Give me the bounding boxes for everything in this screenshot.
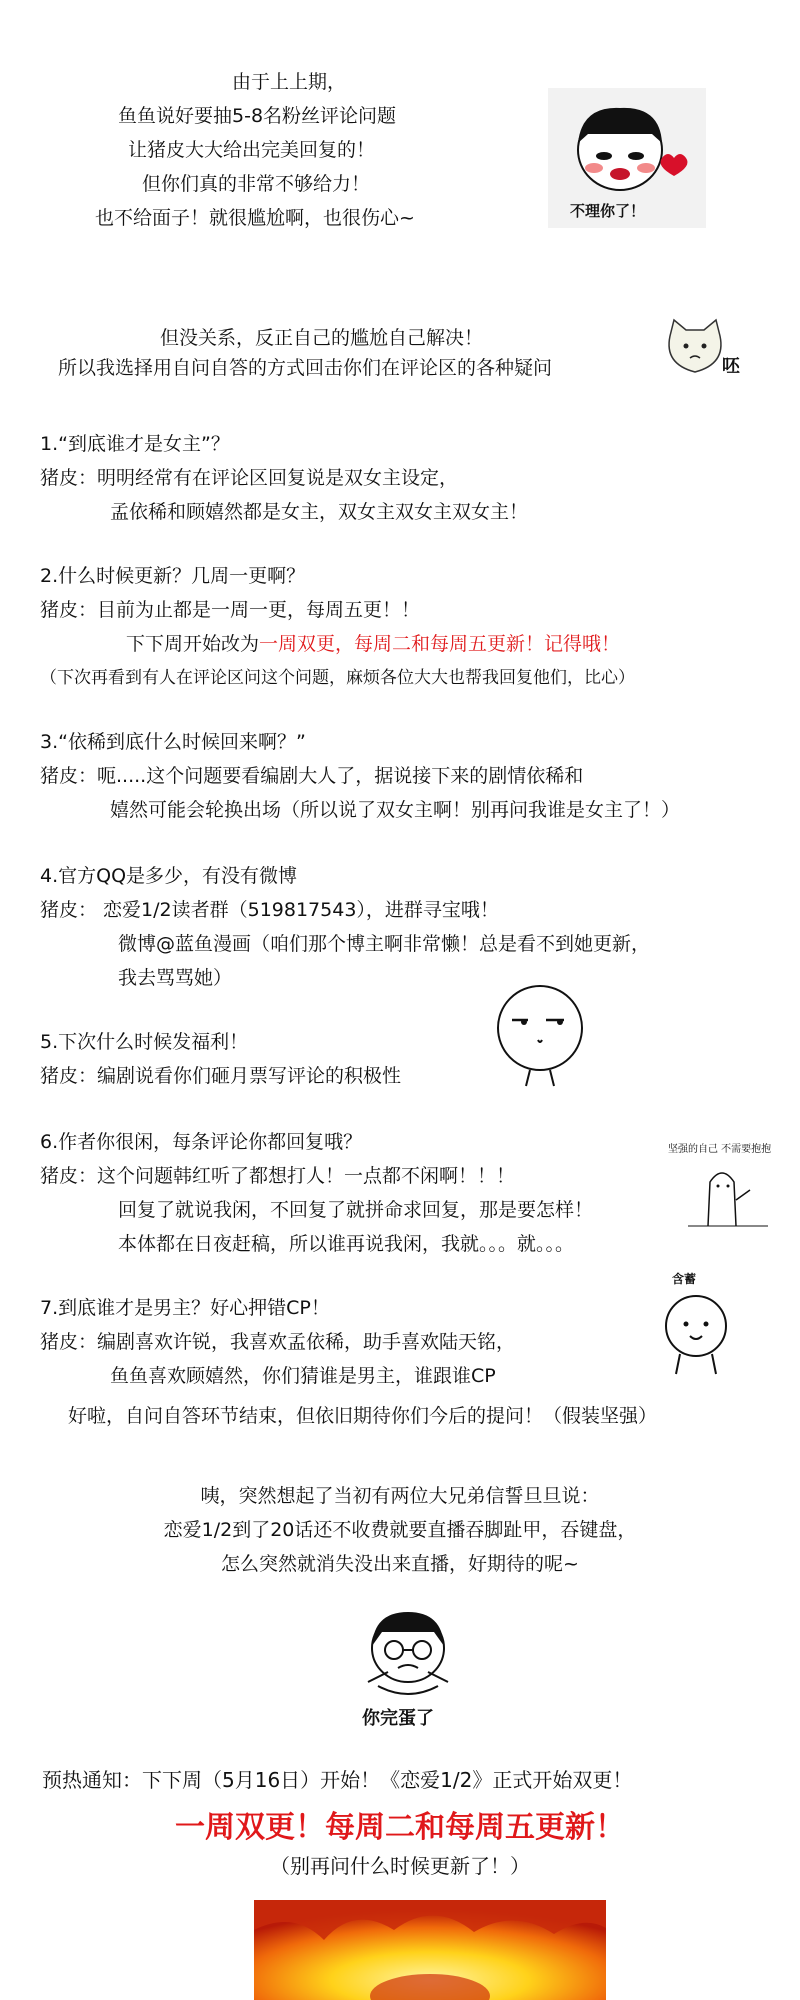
closing-line: 好啦，自问自答环节结束，但依旧期待你们今后的提问！（假装坚强） (68, 1405, 658, 1427)
q7-answer-1: 猪皮：编剧喜欢许锐，我喜欢孟依稀，助手喜欢陆天铭， (40, 1331, 516, 1353)
intro-line-5: 也不给面子！就很尴尬啊，也很伤心~ (95, 207, 415, 229)
q7-question: 7.到底谁才是男主？好心押错CP！ (40, 1297, 330, 1319)
glasses-girl-icon (348, 1598, 468, 1702)
q2-answer-3: （下次再看到有人在评论区问这个问题，麻烦各位大大也帮我回复他们，比心） (40, 668, 635, 688)
strong-self-sticker (668, 1140, 786, 1230)
q5-question: 5.下次什么时候发福利！ (40, 1031, 249, 1053)
shy-face-icon (650, 1288, 750, 1378)
q2-answer-1: 猪皮：目前为止都是一周一更，每周五更！！ (40, 599, 421, 621)
fire-image (254, 1900, 606, 2000)
q2-answer-2-prefix: 下下周开始改为 (126, 633, 260, 655)
q6-answer-3: 本体都在日夜赶稿，所以谁再说我闲，我就。。。就。。。 (118, 1233, 575, 1255)
you-are-done-sticker (348, 1598, 468, 1728)
you-are-done-caption: 你完蛋了 (362, 1708, 434, 1729)
q2-question: 2.什么时候更新？几周一更啊？ (40, 565, 306, 587)
q1-answer-1: 猪皮：明明经常有在评论区回复说是双女主设定， (40, 467, 459, 489)
q4-answer-2: 微博@蓝鱼漫画（咱们那个博主啊非常懒！总是看不到她更新， (118, 933, 651, 955)
q6-answer-2: 回复了就说我闲，不回复了就拼命求回复，那是要怎样！ (118, 1199, 594, 1221)
notice-line-1: 预热通知：下下周（5月16日）开始！《恋爱1/2》正式开始双更！ (42, 1768, 633, 1792)
spit-cat-sticker (660, 316, 750, 382)
q5-answer-1: 猪皮：编剧说看你们砸月票写评论的积极性 (40, 1065, 402, 1087)
intro-line-3: 让猪皮大大给出完美回复的！ (128, 139, 376, 161)
intro-line-2: 鱼鱼说好要抽5-8名粉丝评论问题 (118, 105, 397, 127)
q4-answer-1: 猪皮： 恋爱1/2读者群（519817543），进群寻宝哦！ (40, 899, 499, 921)
q3-answer-2: 嬉然可能会轮换出场（所以说了双女主啊！别再问我谁是女主了！） (110, 799, 681, 821)
q4-answer-3: 我去骂骂她） (118, 967, 233, 989)
q3-answer-1: 猪皮：呃.....这个问题要看编剧大人了，据说接下来的剧情依稀和 (40, 765, 584, 787)
shy-face-sticker (650, 1270, 750, 1380)
q2-answer-2-highlight: 一周双更，每周二和每周五更新！记得哦！ (259, 633, 621, 655)
angry-girl-sticker (548, 88, 706, 228)
cat-face-icon (660, 316, 730, 382)
q1-question: 1.“到底谁才是女主”？ (40, 433, 230, 455)
memory-line-2: 恋爱1/2到了20话还不收费就要直播吞脚趾甲，吞键盘， (163, 1519, 637, 1541)
solution-line-2: 所以我选择用自问自答的方式回击你们在评论区的各种疑问 (58, 357, 553, 379)
q6-answer-1: 猪皮：这个问题韩红听了都想打人！一点都不闲啊！！！ (40, 1165, 516, 1187)
strong-self-caption: 坚强的自己 不需要抱抱 (668, 1144, 772, 1155)
q4-question: 4.官方QQ是多少，有没有微博 (40, 865, 298, 887)
blank-face-icon (490, 980, 590, 1090)
intro-line-4: 但你们真的非常不够给力！ (142, 173, 371, 195)
memory-line-3: 怎么突然就消失没出来直播，好期待的呢~ (221, 1553, 579, 1575)
notice-line-2: 一周双更！每周二和每周五更新！ (175, 1810, 625, 1845)
angry-girl-caption: 不理你了！ (570, 202, 646, 220)
fire-icon (254, 1900, 606, 2000)
memory-line-1: 咦，突然想起了当初有两位大兄弟信誓旦旦说： (200, 1485, 600, 1507)
q7-answer-2: 鱼鱼喜欢顾嬉然，你们猜谁是男主，谁跟谁CP (110, 1365, 496, 1387)
solution-line-1: 但没关系，反正自己的尴尬自己解决！ (160, 327, 484, 349)
q1-answer-2: 孟依稀和顾嬉然都是女主，双女主双女主双女主！ (110, 501, 529, 523)
intro-line-1: 由于上上期， (232, 71, 347, 93)
blank-face-sticker (490, 980, 590, 1090)
q3-question: 3.“依稀到底什么时候回来啊？” (40, 731, 306, 753)
q6-question: 6.作者你很闲，每条评论你都回复哦？ (40, 1131, 363, 1153)
spit-caption: 呸 (722, 356, 740, 377)
shy-face-caption: 含蓄 (672, 1272, 697, 1286)
notice-line-3: （别再问什么时候更新了！） (270, 1854, 530, 1878)
q2-answer-2 (126, 632, 620, 656)
lonely-figure-icon (668, 1156, 786, 1232)
